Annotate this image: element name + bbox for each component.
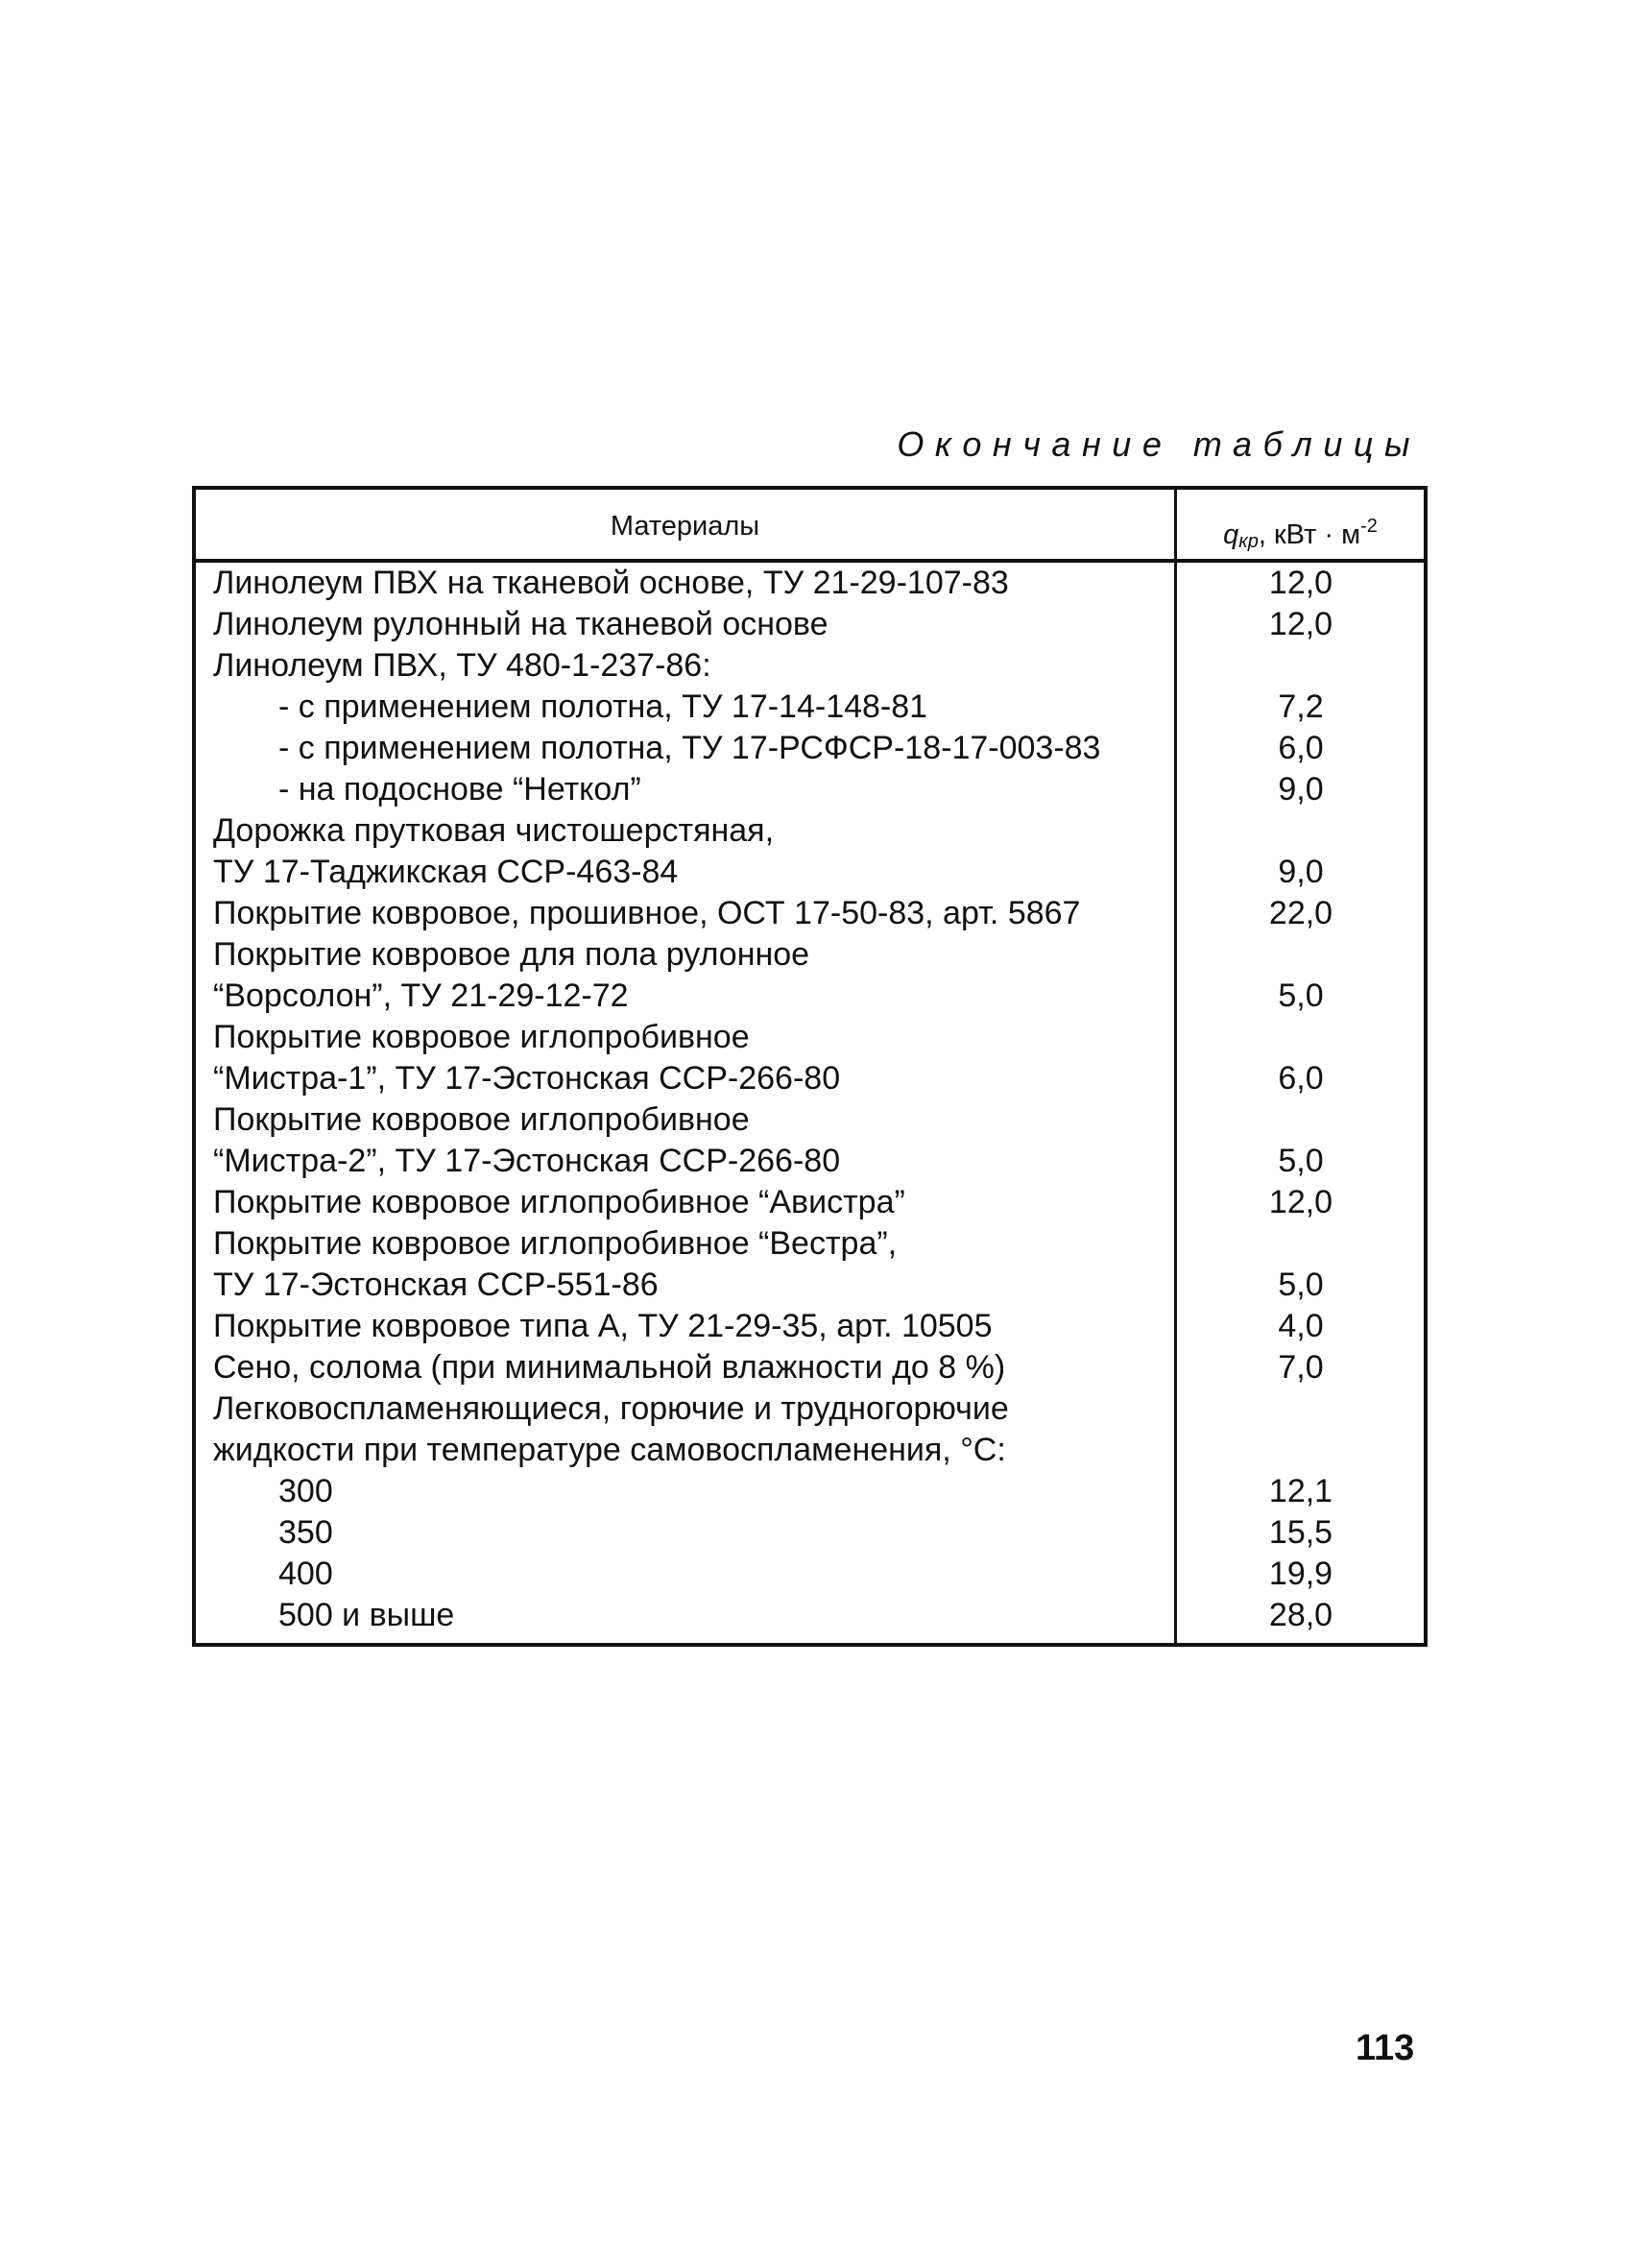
q-subscript: кр bbox=[1238, 531, 1259, 552]
table-row bbox=[196, 1141, 1424, 1182]
table-row bbox=[196, 1554, 1424, 1595]
table-row bbox=[196, 604, 1424, 645]
table-row bbox=[196, 563, 1424, 604]
page-number: 113 bbox=[1356, 2028, 1415, 2068]
table-row bbox=[196, 1512, 1424, 1554]
table-row bbox=[196, 852, 1424, 893]
material-cell: “Мистра-2”, ТУ 17-Эстонская ССР-266-80 bbox=[213, 1143, 841, 1179]
materials-table bbox=[192, 486, 1428, 1647]
material-cell: Покрытие ковровое иглопробивное “Авистра” bbox=[213, 1184, 905, 1220]
table-row bbox=[196, 1430, 1424, 1471]
material-cell: Линолеум рулонный на тканевой основе bbox=[213, 606, 829, 642]
table-row bbox=[196, 893, 1424, 934]
critical-flux-cell: 7,2 bbox=[1278, 688, 1324, 725]
q-unit: , кВт · м bbox=[1258, 519, 1361, 550]
material-cell: “Ворсолон”, ТУ 21-29-12-72 bbox=[213, 977, 629, 1014]
material-cell: Покрытие ковровое иглопробивное bbox=[213, 1019, 750, 1055]
table-row bbox=[196, 1182, 1424, 1223]
table-row bbox=[196, 1058, 1424, 1099]
table-row bbox=[196, 976, 1424, 1017]
critical-flux-cell: 15,5 bbox=[1268, 1514, 1333, 1551]
table-row bbox=[196, 728, 1424, 769]
material-cell: Сено, солома (при минимальной влажности до 8 %) bbox=[213, 1349, 1006, 1386]
material-cell: ТУ 17-Эстонская ССР-551-86 bbox=[213, 1267, 659, 1303]
critical-flux-cell: 12,1 bbox=[1268, 1473, 1333, 1509]
table-row bbox=[196, 1306, 1424, 1347]
table-row bbox=[196, 1347, 1424, 1388]
material-cell: - с применением полотна, ТУ 17-РСФСР-18-17-003-83 bbox=[278, 730, 1101, 766]
material-cell: Линолеум ПВХ на тканевой основе, ТУ 21-29-107-83 bbox=[213, 565, 1009, 601]
table-row bbox=[196, 1265, 1424, 1306]
critical-flux-cell: 9,0 bbox=[1278, 854, 1324, 890]
critical-flux-cell: 9,0 bbox=[1278, 771, 1324, 808]
column-header-materials: Материалы bbox=[610, 511, 760, 542]
critical-flux-cell: 7,0 bbox=[1278, 1349, 1324, 1386]
critical-flux-cell: 22,0 bbox=[1268, 895, 1333, 931]
material-cell: - на подоснове “Неткол” bbox=[278, 771, 641, 808]
critical-flux-cell: 19,9 bbox=[1268, 1556, 1333, 1592]
critical-flux-cell: 6,0 bbox=[1278, 1060, 1324, 1097]
material-cell: Легковоспламеняющиеся, горючие и трудногорючие bbox=[213, 1390, 1009, 1427]
material-cell: 400 bbox=[278, 1556, 333, 1592]
table-row bbox=[196, 1388, 1424, 1430]
table-row bbox=[196, 1017, 1424, 1058]
critical-flux-cell: 28,0 bbox=[1268, 1597, 1333, 1633]
critical-flux-cell: 12,0 bbox=[1268, 565, 1333, 601]
material-cell: Покрытие ковровое, прошивное, ОСТ 17-50-83, арт. 5867 bbox=[213, 895, 1081, 931]
column-header-critical-flux bbox=[1177, 490, 1424, 559]
table-row bbox=[196, 769, 1424, 810]
material-cell: Покрытие ковровое типа А, ТУ 21-29-35, арт. 10505 bbox=[213, 1308, 993, 1344]
table-row bbox=[196, 645, 1424, 687]
q-symbol: q bbox=[1223, 519, 1239, 550]
material-cell: Покрытие ковровое для пола рулонное bbox=[213, 936, 810, 973]
material-cell: ТУ 17-Таджикская ССР-463-84 bbox=[213, 854, 679, 890]
critical-flux-cell: 12,0 bbox=[1268, 1184, 1333, 1220]
table-row bbox=[196, 1595, 1424, 1636]
critical-flux-cell: 4,0 bbox=[1278, 1308, 1324, 1344]
material-cell: Линолеум ПВХ, ТУ 480-1-237-86: bbox=[213, 647, 711, 684]
table-row bbox=[196, 934, 1424, 976]
material-cell: Покрытие ковровое иглопробивное bbox=[213, 1101, 750, 1138]
material-cell: “Мистра-1”, ТУ 17-Эстонская ССР-266-80 bbox=[213, 1060, 841, 1097]
table-body bbox=[196, 563, 1424, 1636]
q-exponent: -2 bbox=[1360, 516, 1378, 537]
critical-flux-cell: 5,0 bbox=[1278, 1267, 1324, 1303]
material-cell: Покрытие ковровое иглопробивное “Вестра”, bbox=[213, 1225, 898, 1262]
material-cell: - с применением полотна, ТУ 17-14-148-81 bbox=[278, 688, 928, 725]
material-cell: 350 bbox=[278, 1514, 333, 1551]
critical-flux-cell: 5,0 bbox=[1278, 977, 1324, 1014]
material-cell: Дорожка прутковая чистошерстяная, bbox=[213, 812, 775, 849]
table-row bbox=[196, 1471, 1424, 1512]
table-caption: Окончание таблицы bbox=[897, 424, 1421, 464]
critical-flux-cell: 12,0 bbox=[1268, 606, 1333, 642]
material-cell: 300 bbox=[278, 1473, 333, 1509]
material-cell: 500 и выше bbox=[278, 1597, 455, 1633]
critical-flux-cell: 5,0 bbox=[1278, 1143, 1324, 1179]
critical-flux-cell: 6,0 bbox=[1278, 730, 1324, 766]
table-row bbox=[196, 1099, 1424, 1141]
table-row bbox=[196, 687, 1424, 728]
material-cell: жидкости при температуре самовоспламенения, °С: bbox=[213, 1432, 1006, 1468]
table-row bbox=[196, 1223, 1424, 1265]
table-row bbox=[196, 810, 1424, 852]
